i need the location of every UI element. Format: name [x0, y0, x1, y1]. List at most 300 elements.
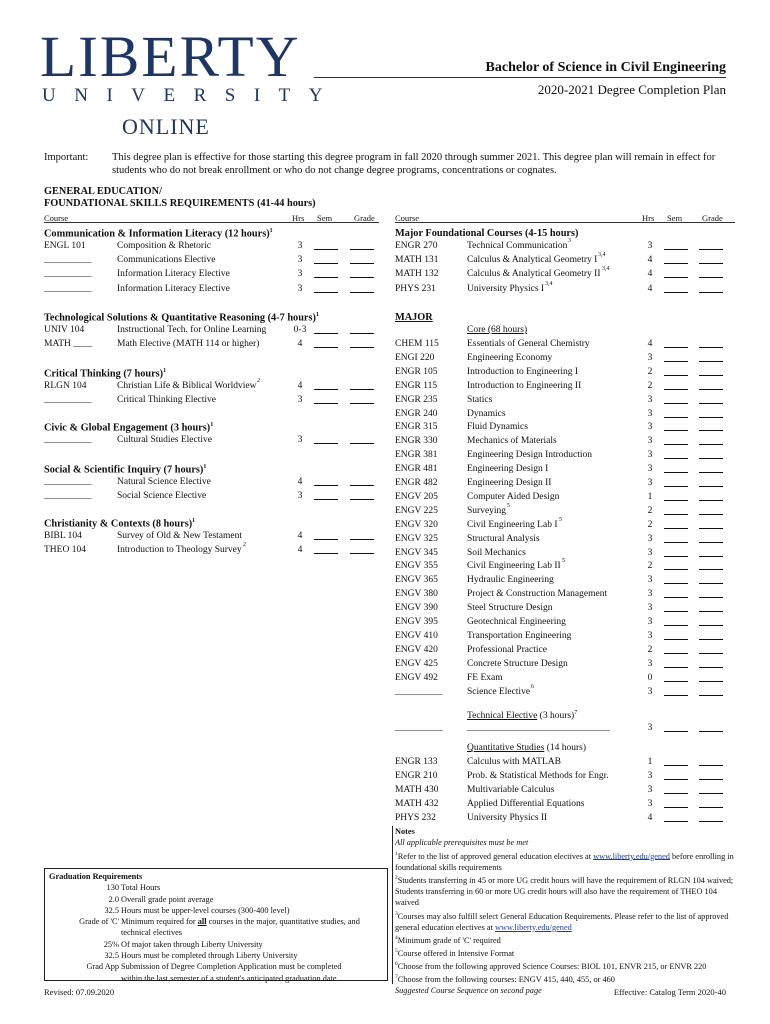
- course-row: [44, 378, 379, 395]
- semester-blank[interactable]: [664, 813, 688, 822]
- col-hrs: Hrs: [642, 213, 655, 223]
- grade-blank[interactable]: [699, 492, 723, 501]
- semester-blank[interactable]: [664, 284, 688, 293]
- grad-value: Overall grade point average: [121, 894, 214, 904]
- grade-blank[interactable]: [350, 381, 374, 390]
- notes-sequence: Suggested Course Sequence on second page: [395, 986, 542, 996]
- grad-requirement: [49, 905, 383, 916]
- course-name: University Physics I: [467, 283, 545, 294]
- semester-blank[interactable]: [664, 659, 688, 668]
- course-row: [395, 534, 735, 548]
- course-code: MATH 132: [395, 269, 439, 280]
- grad-value-bold: all: [197, 917, 207, 927]
- course-name: Professional Practice: [467, 644, 547, 655]
- course-name: Essentials of General Chemistry: [467, 339, 590, 349]
- page-subtitle: 2020-2021 Degree Completion Plan: [537, 82, 726, 97]
- course-row: [44, 531, 379, 545]
- grade-blank[interactable]: [699, 757, 723, 766]
- core-title: Core (68 hours): [467, 325, 528, 335]
- grade-blank[interactable]: [699, 785, 723, 794]
- grad-key: 25%: [103, 939, 119, 949]
- course-hours: 4: [647, 255, 653, 266]
- quantitative-label: Quantitative Studies: [467, 743, 545, 753]
- grad-value: Submission of Degree Completion Application must be completed: [121, 962, 342, 972]
- semester-blank[interactable]: [314, 491, 338, 500]
- course-code: ENGV 320: [395, 519, 438, 530]
- semester-blank[interactable]: [314, 339, 338, 348]
- note-6: $^6$Choose from the following approved Science Courses: BIOL 101, ENVR 215, or ENVR 220: [395, 961, 707, 971]
- course-hours: 4: [297, 339, 303, 350]
- semester-blank[interactable]: [664, 506, 688, 515]
- course-name: FE Exam: [467, 672, 503, 683]
- footnote-sup: 2: [243, 542, 246, 549]
- course-code: ENGR 315: [395, 422, 438, 433]
- semester-blank[interactable]: [664, 409, 688, 418]
- footnote-sup: 6: [531, 683, 534, 690]
- section-title: [44, 368, 166, 379]
- grade-blank[interactable]: [350, 339, 374, 348]
- course-code: __________: [44, 491, 92, 502]
- course-name: Calculus with MATLAB: [467, 757, 561, 767]
- semester-blank[interactable]: [314, 241, 338, 250]
- footnote-sup: 3: [568, 238, 571, 244]
- grade-blank[interactable]: [699, 645, 723, 654]
- grade-blank[interactable]: [699, 506, 723, 515]
- course-hours: 4: [297, 477, 303, 487]
- gen-ed-title: GENERAL EDUCATION/: [44, 186, 162, 197]
- col-sem: Sem: [667, 213, 683, 223]
- course-hours: 3: [647, 352, 653, 363]
- grad-value: Total Hours: [121, 883, 161, 893]
- course-row: [395, 547, 735, 565]
- grad-value: Hours must be upper-level courses (300-400 level): [121, 905, 290, 915]
- grade-blank[interactable]: [699, 589, 723, 598]
- course-code: ENGI 220: [395, 352, 435, 363]
- course-row: [395, 409, 735, 423]
- course-code: ENGR 115: [395, 380, 438, 391]
- note-2: $^2$Students transferring in 45 or more UG credit hours will have the requirement of RLGN 104 waived; Students transferring in 60 or more UG credit hours will also have the requirement of THEO 104 waived: [395, 874, 734, 908]
- technical-elective-title: [467, 710, 577, 721]
- course-hours: 2: [647, 505, 653, 516]
- note-4: $^4$Minimum grade of 'C' required: [395, 934, 501, 945]
- course-code: __________: [44, 435, 92, 445]
- grad-requirement: [49, 939, 383, 950]
- footnote-sup: 1: [203, 464, 207, 470]
- course-row: [395, 575, 735, 589]
- grad-value-cont: technical electives: [121, 928, 183, 938]
- course-row: [395, 516, 735, 534]
- grad-key: Grade of 'C': [79, 917, 119, 927]
- course-name: Communications Elective: [117, 255, 216, 266]
- course-row: [44, 542, 379, 559]
- grad-value: [121, 916, 360, 927]
- grade-blank[interactable]: [699, 771, 723, 780]
- course-hours: 4: [647, 283, 653, 294]
- semester-blank[interactable]: [664, 617, 688, 626]
- semester-blank[interactable]: [664, 395, 688, 404]
- course-code: __________: [44, 269, 92, 280]
- course-name: Fluid Dynamics: [467, 422, 528, 433]
- course-hours: 3: [647, 630, 653, 641]
- note-3: $^3$Courses may also fulfill select General Education Requirements. Please refer to the list of approved general education electives at www.liberty.edu/gened: [395, 910, 729, 932]
- grade-blank[interactable]: [350, 545, 374, 554]
- course-name: Science Elective: [467, 686, 531, 697]
- course-hours: 4: [297, 545, 303, 556]
- course-code: ENGR 481: [395, 464, 438, 475]
- course-code: THEO 104: [44, 545, 86, 556]
- footnote-sup: 3,4: [598, 252, 606, 259]
- course-code: ENGV 225: [395, 505, 438, 516]
- grade-blank[interactable]: [699, 520, 723, 529]
- course-hours: 3: [647, 603, 653, 614]
- course-code: ENGR 330: [395, 436, 438, 447]
- course-code: ENGV 410: [395, 630, 438, 641]
- grad-key: 130: [106, 883, 119, 893]
- course-name: Engineering Design II: [467, 478, 552, 488]
- grade-blank[interactable]: [699, 548, 723, 557]
- course-code: __________: [44, 255, 92, 266]
- course-hours: 3: [647, 658, 653, 669]
- grade-blank[interactable]: [350, 395, 374, 404]
- grade-blank[interactable]: [699, 436, 723, 445]
- grad-requirement: [49, 950, 383, 961]
- course-code: ENGV 395: [395, 617, 438, 627]
- header-divider: [314, 77, 726, 78]
- footnote-sup: 1: [315, 312, 319, 318]
- grade-blank[interactable]: [350, 435, 374, 444]
- section-title-text: Christianity & Contexts (8 hours): [44, 518, 193, 530]
- semester-blank[interactable]: [664, 548, 688, 557]
- grade-blank[interactable]: [350, 491, 374, 500]
- semester-blank[interactable]: [664, 771, 688, 780]
- course-hours: 3: [647, 478, 653, 488]
- semester-blank[interactable]: [664, 785, 688, 794]
- course-hours: 3: [647, 241, 653, 251]
- footnote-sup: 1: [210, 422, 214, 428]
- semester-blank[interactable]: [314, 531, 338, 540]
- grade-blank[interactable]: [699, 723, 723, 732]
- semester-blank[interactable]: [664, 589, 688, 598]
- section-title: [44, 422, 213, 433]
- section-title-text: Critical Thinking (7 hours): [44, 368, 164, 380]
- course-code: ENGV 420: [395, 644, 438, 655]
- course-row: [395, 339, 735, 353]
- course-name: Introduction to Engineering II: [467, 380, 582, 391]
- semester-blank[interactable]: [664, 450, 688, 459]
- course-row: [395, 252, 735, 269]
- semester-blank[interactable]: [314, 395, 338, 404]
- course-hours: 2: [647, 366, 653, 377]
- section-title: [44, 312, 319, 323]
- course-name: Statics: [467, 394, 493, 405]
- course-hours: 3: [297, 283, 303, 294]
- grade-blank[interactable]: [350, 241, 374, 250]
- grade-blank[interactable]: [350, 325, 374, 334]
- notes-prereq: All applicable prerequisites must be met: [395, 838, 529, 848]
- grade-blank[interactable]: [699, 381, 723, 390]
- course-hours: 4: [647, 339, 653, 349]
- semester-blank[interactable]: [314, 284, 338, 293]
- course-code: PHYS 231: [395, 283, 436, 294]
- grad-requirement: [49, 916, 383, 927]
- semester-blank[interactable]: [664, 520, 688, 529]
- course-code: ENGL 101: [44, 241, 86, 251]
- col-sem: Sem: [317, 213, 333, 223]
- course-code: ENGV 345: [395, 547, 438, 558]
- semester-blank[interactable]: [664, 241, 688, 250]
- effective-term: Effective: Catalog Term 2020-40: [613, 987, 726, 997]
- course-hours: 2: [647, 380, 653, 391]
- semester-blank[interactable]: [664, 799, 688, 808]
- semester-blank[interactable]: [314, 381, 338, 390]
- course-row: [395, 631, 735, 645]
- semester-blank[interactable]: [664, 757, 688, 766]
- course-name: Hydraulic Engineering: [467, 575, 554, 586]
- semester-blank[interactable]: [664, 723, 688, 732]
- course-row: [395, 266, 735, 283]
- semester-blank[interactable]: [314, 255, 338, 264]
- grad-value: Of major taken through Liberty University: [121, 939, 263, 949]
- course-hours: 4: [297, 381, 303, 391]
- grade-blank[interactable]: [699, 561, 723, 570]
- course-name: Calculus & Analytical Geometry I: [467, 255, 598, 266]
- course-row: [395, 502, 735, 520]
- course-row: [395, 757, 735, 771]
- semester-blank[interactable]: [664, 464, 688, 473]
- semester-blank[interactable]: [664, 673, 688, 682]
- grade-blank[interactable]: [699, 631, 723, 640]
- course-row: [395, 464, 735, 478]
- grade-blank[interactable]: [699, 241, 723, 250]
- course-row: [44, 241, 379, 255]
- grade-blank[interactable]: [699, 534, 723, 543]
- course-hours: 3: [297, 269, 303, 280]
- section-title: [44, 518, 195, 529]
- course-name: Instructional Tech. for Online Learning: [117, 325, 267, 335]
- semester-blank[interactable]: [314, 477, 338, 486]
- semester-blank[interactable]: [314, 435, 338, 444]
- note-1: $^1$Refer to the list of approved general education electives at www.liberty.edu/gened before enrolling in foundational skills requirements: [395, 850, 734, 872]
- grade-blank[interactable]: [350, 255, 374, 264]
- course-hours: 4: [297, 531, 303, 541]
- course-code: MATH 131: [395, 255, 439, 266]
- grade-blank[interactable]: [699, 799, 723, 808]
- course-row: [395, 813, 735, 827]
- grade-blank[interactable]: [350, 477, 374, 486]
- footnote-sup: 1: [163, 368, 167, 374]
- semester-blank[interactable]: [664, 422, 688, 431]
- course-hours: 3: [647, 575, 653, 586]
- course-row: [44, 477, 379, 491]
- quantitative-studies-title: [467, 743, 586, 753]
- grade-blank[interactable]: [699, 422, 723, 431]
- course-hours: 0-3: [293, 325, 307, 335]
- course-code: ENGV 390: [395, 603, 438, 614]
- semester-blank[interactable]: [664, 687, 688, 696]
- course-row: [395, 659, 735, 673]
- course-name: Multivariable Calculus: [467, 785, 555, 795]
- logo-university: UNIVERSITY: [42, 85, 341, 106]
- course-hours: 3: [647, 408, 653, 419]
- course-hours: 2: [647, 644, 653, 655]
- course-row: [395, 603, 735, 617]
- semester-blank[interactable]: [664, 603, 688, 612]
- notes-divider: [392, 826, 393, 984]
- major-column: [395, 186, 735, 826]
- grade-blank[interactable]: [699, 367, 723, 376]
- course-row: [44, 325, 379, 339]
- course-row: [395, 723, 735, 737]
- footnote-sup: 5: [559, 516, 562, 523]
- semester-blank[interactable]: [664, 478, 688, 487]
- section-title: [44, 228, 273, 239]
- course-hours: 3: [647, 686, 653, 697]
- grade-blank[interactable]: [350, 531, 374, 540]
- footnote-sup: 3,4: [602, 266, 610, 273]
- course-name: Concrete Structure Design: [467, 658, 568, 669]
- course-hours: 3: [297, 491, 303, 502]
- course-row: [395, 771, 735, 785]
- course-code: ENGV 355: [395, 561, 438, 572]
- course-row: [44, 395, 379, 409]
- grad-requirement: [49, 882, 383, 893]
- grade-blank[interactable]: [699, 450, 723, 459]
- semester-blank[interactable]: [664, 255, 688, 264]
- grade-blank[interactable]: [699, 617, 723, 626]
- course-code: ENGV 492: [395, 672, 438, 683]
- course-row: [395, 617, 735, 631]
- grade-blank[interactable]: [699, 353, 723, 362]
- logo-liberty: LIBERTY: [40, 24, 301, 89]
- course-row: [395, 799, 735, 813]
- semester-blank[interactable]: [664, 436, 688, 445]
- grade-blank[interactable]: [699, 673, 723, 682]
- grade-blank[interactable]: [699, 269, 723, 278]
- semester-blank[interactable]: [664, 561, 688, 570]
- course-code: ENGV 325: [395, 533, 438, 544]
- course-hours: 1: [647, 757, 653, 767]
- course-code: ENGR 240: [395, 408, 438, 419]
- course-name: Transportation Engineering: [467, 630, 572, 641]
- course-row: [44, 269, 379, 283]
- course-name: Soil Mechanics: [467, 547, 526, 558]
- grade-blank[interactable]: [699, 813, 723, 822]
- course-row: [395, 238, 735, 255]
- grade-blank[interactable]: [699, 339, 723, 348]
- course-row: [395, 558, 735, 575]
- course-code: CHEM 115: [395, 339, 439, 349]
- course-hours: 4: [647, 813, 653, 823]
- graduation-requirements-box: [44, 868, 388, 981]
- course-name: Structural Analysis: [467, 533, 540, 544]
- course-name: Critical Thinking Elective: [117, 395, 217, 406]
- course-row: [395, 478, 735, 492]
- semester-blank[interactable]: [664, 492, 688, 501]
- semester-blank[interactable]: [664, 269, 688, 278]
- course-name: Engineering Design I: [467, 464, 549, 475]
- section-title-text: Technological Solutions & Quantitative Reasoning (4-7 hours): [44, 312, 316, 324]
- course-name: ______________________________: [467, 723, 610, 733]
- grad-key: 2.0: [108, 894, 119, 904]
- semester-blank[interactable]: [664, 381, 688, 390]
- semester-blank[interactable]: [314, 545, 338, 554]
- grade-blank[interactable]: [699, 409, 723, 418]
- grade-blank[interactable]: [699, 687, 723, 696]
- course-name: Natural Science Elective: [117, 477, 211, 487]
- grad-key: Grad App: [86, 962, 119, 972]
- semester-blank[interactable]: [314, 325, 338, 334]
- course-code: ENGR 210: [395, 771, 438, 781]
- semester-blank[interactable]: [664, 631, 688, 640]
- grade-blank[interactable]: [699, 255, 723, 264]
- course-name: Geotechnical Engineering: [467, 617, 566, 627]
- course-hours: 3: [647, 617, 653, 627]
- course-name: Math Elective (MATH 114 or higher): [117, 339, 260, 350]
- grade-blank[interactable]: [350, 284, 374, 293]
- course-code: ENGR 105: [395, 366, 438, 377]
- grade-blank[interactable]: [699, 659, 723, 668]
- quantitative-hours: (14 hours): [546, 743, 587, 753]
- grade-blank[interactable]: [699, 478, 723, 487]
- col-grade: Grade: [354, 213, 375, 223]
- gened-link[interactable]: www.liberty.edu/gened: [593, 851, 670, 861]
- semester-blank[interactable]: [664, 367, 688, 376]
- footnote-sup: 3,4: [545, 280, 553, 287]
- course-row: [395, 492, 735, 506]
- course-row: [44, 435, 379, 449]
- course-row: [395, 280, 735, 298]
- course-name: Calculus & Analytical Geometry II: [467, 269, 601, 280]
- footnote-sup: 1: [192, 518, 196, 524]
- course-name: Christian Life & Biblical Worldview: [117, 381, 257, 391]
- grade-blank[interactable]: [699, 575, 723, 584]
- course-code: ENGR 381: [395, 450, 438, 461]
- grade-blank[interactable]: [699, 603, 723, 612]
- technical-elective-label: Technical Elective: [467, 711, 538, 722]
- course-name: Survey of Old & New Testament: [117, 531, 243, 541]
- grade-blank[interactable]: [699, 395, 723, 404]
- semester-blank[interactable]: [664, 534, 688, 543]
- grade-blank[interactable]: [699, 464, 723, 473]
- course-row: [395, 353, 735, 367]
- liberty-logo: [38, 24, 341, 140]
- section-title-text: Social & Scientific Inquiry (7 hours): [44, 464, 204, 476]
- course-code: __________: [44, 395, 92, 406]
- major-title: MAJOR: [395, 312, 433, 323]
- semester-blank[interactable]: [664, 353, 688, 362]
- course-hours: 2: [647, 519, 653, 530]
- course-row: [395, 589, 735, 603]
- course-row: [395, 381, 735, 395]
- course-row: [395, 645, 735, 659]
- course-row: [44, 284, 379, 298]
- semester-blank[interactable]: [314, 269, 338, 278]
- grade-blank[interactable]: [699, 284, 723, 293]
- grade-blank[interactable]: [350, 269, 374, 278]
- course-code: MATH 432: [395, 799, 439, 809]
- section-title-text: Communication & Information Literacy (12 hours): [44, 228, 270, 240]
- gen-ed-subtitle: FOUNDATIONAL SKILLS REQUIREMENTS (41-44 hours): [44, 198, 316, 209]
- course-name: Composition & Rhetoric: [117, 241, 211, 251]
- semester-blank[interactable]: [664, 339, 688, 348]
- course-hours: 3: [297, 241, 303, 251]
- grad-key: 32.5: [104, 905, 119, 915]
- gened-link[interactable]: www.liberty.edu/gened: [494, 922, 572, 932]
- semester-blank[interactable]: [664, 575, 688, 584]
- course-row: [395, 422, 735, 436]
- course-code: __________: [44, 283, 92, 294]
- semester-blank[interactable]: [664, 645, 688, 654]
